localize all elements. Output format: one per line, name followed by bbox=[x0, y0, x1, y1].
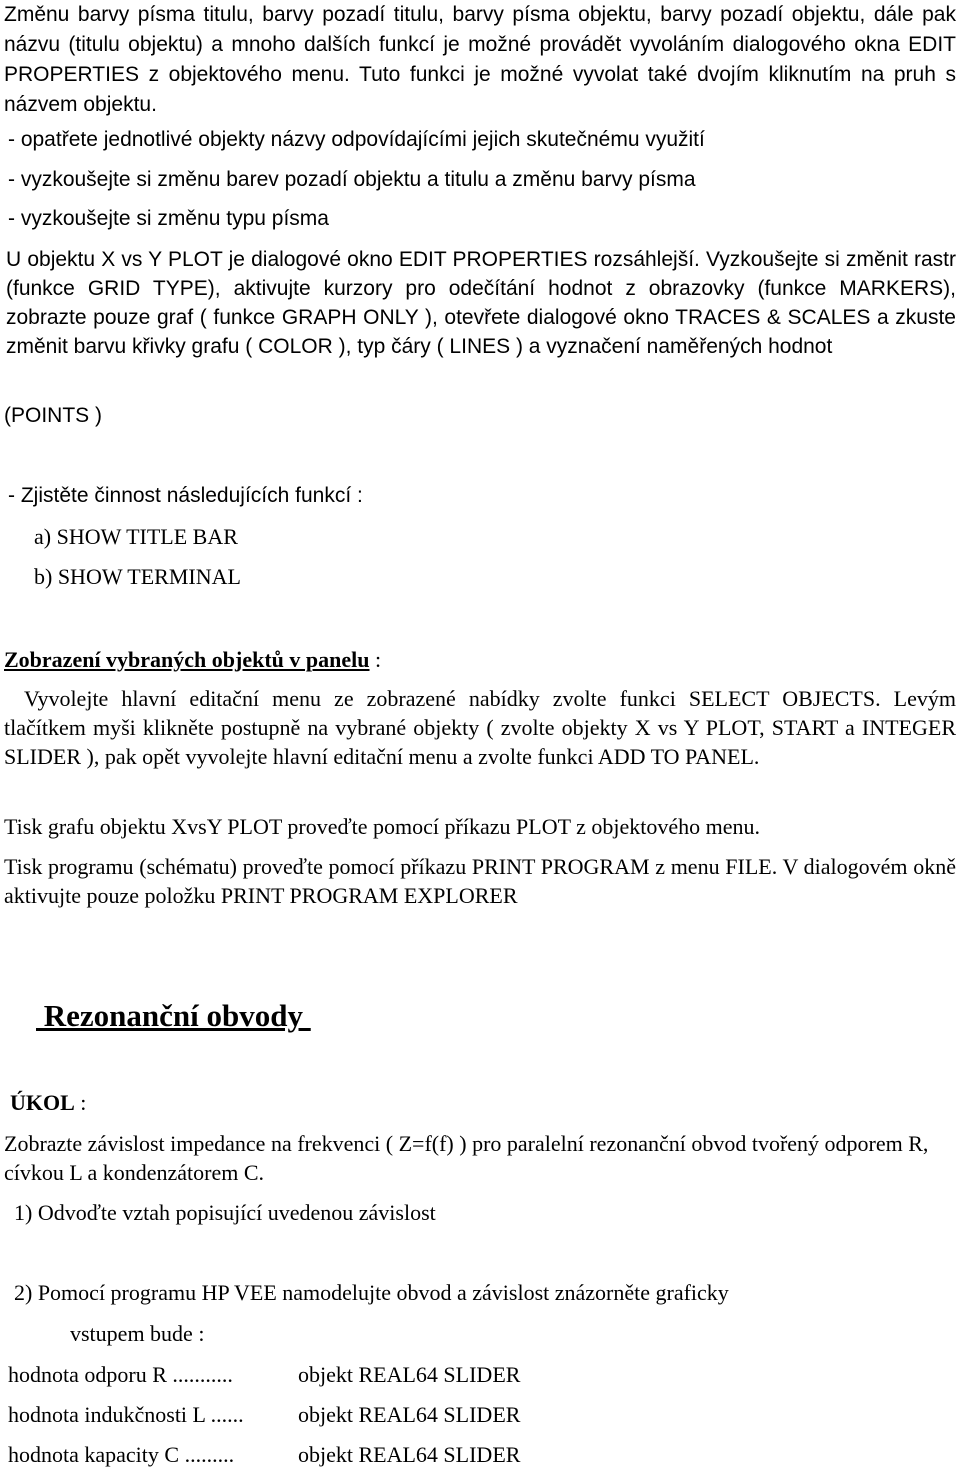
input-object: objekt REAL64 SLIDER bbox=[298, 1362, 521, 1387]
intro-paragraph: Změnu barvy písma titulu, barvy pozadí titulu, barvy písma objektu, barvy pozadí objektu, dále pak názvu (titulu objektu) a mnoho dalších funkcí je možné provádět vyvoláním dialogového okna EDIT PROPERTIES z objektového menu. Tuto funkci je možné vyvolat také dvojím kliknutím na pruh s názvem objektu. bbox=[4, 3, 956, 116]
print-graph-paragraph: Tisk grafu objektu XvsY PLOT proveďte pomocí příkazu PLOT z objektového menu. bbox=[4, 814, 761, 839]
section-title bbox=[36, 998, 956, 1034]
task-heading-suffix: : bbox=[74, 1090, 87, 1115]
panel-heading-text: Zobrazení vybraných objektů v panelu bbox=[4, 647, 370, 672]
step-item: 1) Odvoďte vztah popisující uvedenou závislost bbox=[14, 1200, 436, 1225]
section-title-text: Rezonanční obvody bbox=[36, 998, 311, 1033]
input-object: objekt REAL64 SLIDER bbox=[298, 1402, 521, 1427]
input-row bbox=[8, 1440, 520, 1469]
panel-heading bbox=[4, 645, 956, 674]
input-row bbox=[8, 1360, 520, 1389]
panel-paragraph: Vyvolejte hlavní editační menu ze zobrazené nabídky zvolte funkci SELECT OBJECTS. Levým tlačítkem myši klikněte postupně na vybrané objekty ( zvolte objekty X vs Y PLOT, START a INTEGER SLIDER ), pak opět vyvolejte hlavní editační menu a zvolte funkci ADD TO PANEL. bbox=[4, 686, 956, 769]
bullet-item: - vyzkoušejte si změnu typu písma bbox=[8, 207, 329, 230]
print-program-paragraph: Tisk programu (schématu) proveďte pomocí příkazu PRINT PROGRAM z menu FILE. V dialogovém okně aktivujte pouze položku PRINT PROGRAM EXPLORER bbox=[4, 854, 956, 908]
points-line: (POINTS ) bbox=[4, 404, 102, 427]
task-heading-text: ÚKOL bbox=[10, 1090, 75, 1115]
function-item: a) SHOW TITLE BAR bbox=[34, 524, 238, 549]
bullet-item: - vyzkoušejte si změnu barev pozadí objektu a titulu a změnu barvy písma bbox=[8, 168, 696, 191]
inputs-label: vstupem bude : bbox=[70, 1321, 205, 1346]
input-name: hodnota indukčnosti L ...... bbox=[8, 1402, 244, 1427]
panel-heading-suffix: : bbox=[369, 647, 382, 672]
input-row bbox=[8, 1400, 520, 1429]
input-object: objekt REAL64 SLIDER bbox=[298, 1442, 521, 1467]
step-item: 2) Pomocí programu HP VEE namodelujte obvod a závislost znázorněte graficky bbox=[14, 1280, 729, 1305]
task-heading bbox=[10, 1088, 956, 1117]
xy-plot-paragraph: U objektu X vs Y PLOT je dialogové okno EDIT PROPERTIES rozsáhlejší. Vyzkoušejte si změnit rastr (funkce GRID TYPE), aktivujte kurzory pro odečítání hodnot z obrazovky (funkce MARKERS), zobrazte pouze graf ( funkce GRAPH ONLY ), otevřete dialogové okno TRACES & SCALES a zkuste změnit barvu křivky grafu ( COLOR ), typ čáry ( LINES ) a vyznačení naměřených hodnot bbox=[6, 248, 956, 358]
bullet-item: - opatřete jednotlivé objekty názvy odpovídajícími jejich skutečnému využití bbox=[8, 128, 705, 151]
input-name: hodnota kapacity C ......... bbox=[8, 1442, 235, 1467]
functions-intro: - Zjistěte činnost následujících funkcí : bbox=[8, 484, 363, 507]
input-name: hodnota odporu R ........... bbox=[8, 1362, 233, 1387]
function-item: b) SHOW TERMINAL bbox=[34, 564, 241, 589]
task-paragraph: Zobrazte závislost impedance na frekvenci ( Z=f(f) ) pro paralelní rezonanční obvod tvořený odporem R, cívkou L a kondenzátorem C. bbox=[4, 1131, 929, 1185]
